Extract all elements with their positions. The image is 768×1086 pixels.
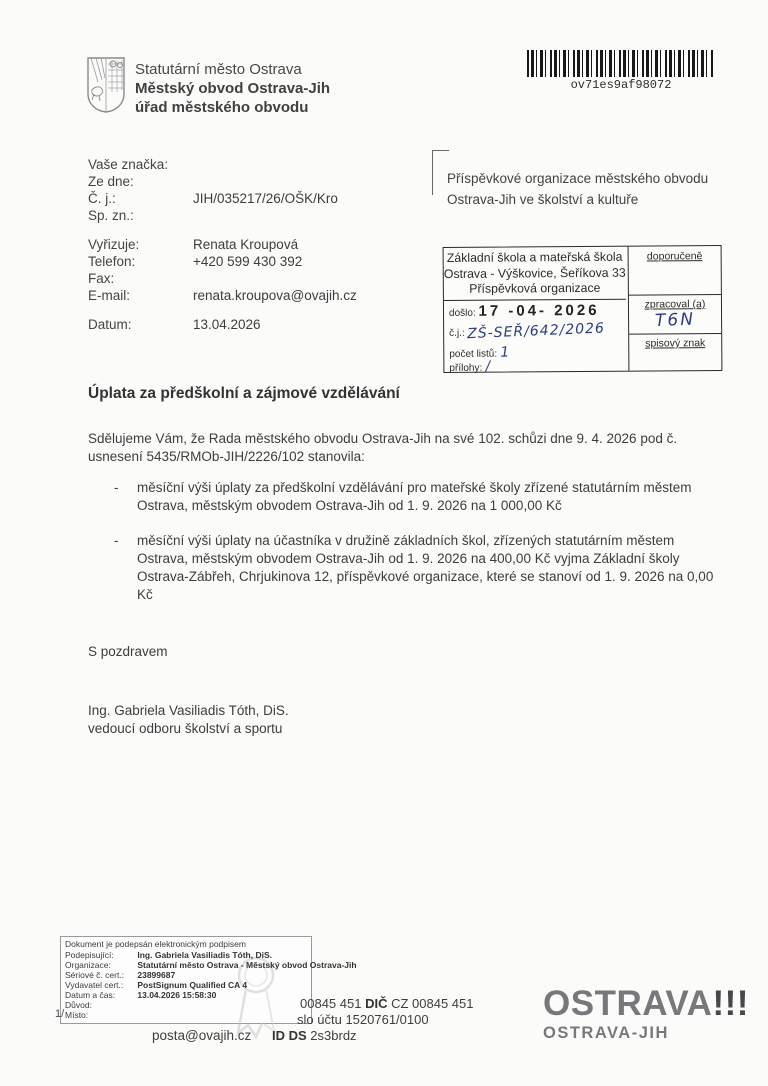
ref-row-telefon [88,254,428,271]
ref-value-cj: JIH/035217/26/OŠK/Kro [193,191,338,206]
stamp-right-column [628,246,722,371]
letterhead [135,60,330,117]
stamp-prilohy-row [449,359,490,375]
subject-title: Úplata za předškolní a zájmové vzdělávání [88,385,400,402]
stamp-prilohy-label: přílohy: [449,362,483,374]
letterhead-office: úřad městského obvodu [135,99,309,116]
signature-row [65,970,309,980]
ref-label: Telefon: [88,254,136,269]
stamp-prilohy-handwritten: / [484,358,492,375]
ref-row-cj [88,191,428,208]
ref-row-vyrizuje [88,237,428,254]
stamp-doslo-date: 17 -04- 2026 [478,301,600,320]
signature-row [65,960,357,970]
addressee-line1: Příspěvkové organizace městského obvodu [447,171,709,186]
closing-salutation: S pozdravem [88,644,168,659]
stamp-org-line2: Ostrava - Výškovice, Šeříkova 33 [443,265,626,281]
signature-row-value: PostSignum Qualified CA 4 [137,980,248,990]
barcode-code: ov71es9af98072 [570,78,672,92]
ref-row-fax [88,271,428,288]
signature-row [65,1010,309,1020]
signature-row-value: 13.04.2026 15:58:30 [137,990,217,1000]
ostrava-logo-wordmark [543,984,749,1023]
stamp-doslo-row [449,302,600,320]
stamp-doporucene-cell [629,250,721,263]
signature-row [65,980,309,990]
stamp-organization [444,247,626,301]
stamp-org-line1: Základní škola a mateřská škola [446,249,623,265]
bullet-marker: - [114,533,119,548]
signature-row-label: Sériové č. cert.: [65,970,125,980]
signature-row-label: Místo: [65,1010,89,1020]
addressee-block [447,168,708,210]
ref-label: Datum: [88,317,132,332]
stamp-spisovy-znak-cell [629,333,721,372]
footer-account-line [297,1012,429,1027]
stamp-org-line3: Příspěvková organizace [469,280,601,296]
ref-row-email [88,288,428,305]
stamp-spisovy-znak-label: spisový znak [645,337,706,350]
ostrava-jih-logo-sub: OSTRAVA-JIH [543,1024,669,1042]
footer-account-label: slo účtu [297,1012,342,1027]
ref-label: Fax: [88,271,115,286]
letterhead-district: Městský obvod Ostrava-Jih [135,80,331,97]
ostrava-logo-text: OSTRAVA [543,984,713,1023]
ref-label: Ze dne: [88,174,134,189]
stamp-zpracoval-label: zpracoval (a) [644,298,706,311]
ref-value-vyrizuje: Renata Kroupová [193,237,299,252]
page-number: 1/ [55,1008,65,1020]
bullet-item-1 [114,479,714,515]
ref-value-datum: 13.04.2026 [193,317,261,332]
barcode-image [527,50,715,77]
stamp-cj-handwritten: ZŠ-SEŘ/642/2026 [467,320,606,343]
footer-ids-value: 2s3brdz [310,1028,357,1043]
footer-email: posta@ovajih.cz [152,1028,252,1043]
footer-dic-label: DIČ [365,996,388,1011]
signature-box-title: Dokument je podepsán elektronickým podpisem [65,939,246,949]
ref-label: Vyřizuje: [88,237,140,252]
signature-row-value: Ing. Gabriela Vasiliadis Tóth, DiS. [137,950,272,960]
intro-paragraph: Sdělujeme Vám, že Rada městského obvodu Ostrava-Jih na své 102. schůzi dne 9. 4. 2026 pod č. usnesení 5435/RMOb-JIH/2226/102 stanovila: [88,431,678,464]
stamp-pocet-listu-label: počet listů: [449,348,498,360]
signature-row-value: 23899687 [137,970,176,980]
bullet-text: měsíční výši úplaty na účastníka v družině základních škol, zřízených statutárním městem Ostrava, městským obvodem Ostrava-Jih od 1. 9. 2026 na 400,00 Kč vyjma Základní školy Ostrava-Zábřeh, Chrjukinova 12, příspěvkové organizace, které se stanoví od 1. 9. 2026 na 0,00 Kč [137,533,714,602]
ref-label: Sp. zn.: [88,208,134,223]
ref-row-ze-dne [88,174,428,191]
ref-label: Vaše značka: [88,157,169,172]
ostrava-coat-of-arms [86,56,126,119]
stamp-zpracoval-cell [629,294,721,335]
stamp-zpracoval-handwritten: T6N [654,309,696,332]
signature-row-label: Datum a čas: [65,990,116,1000]
addressee-line2: Ostrava-Jih ve školství a kultuře [447,192,639,207]
signature-row [65,1000,309,1010]
ostrava-logo-exclamations: !!! [712,984,749,1023]
stamp-pocet-listu-handwritten: 1 [499,344,511,361]
footer-account-value: 1520761/0100 [345,1012,429,1027]
ref-value-telefon: +420 599 430 392 [193,254,303,269]
ref-label: Č. j.: [88,191,116,206]
barcode-block [527,50,715,92]
signature-row-label: Vydavatel cert.: [65,980,124,990]
bullet-item-2 [114,532,714,604]
stamp-cj-row [449,320,606,343]
bullet-text: měsíční výši úplaty za předškolní vzdělávání pro mateřské školy zřízené statutárním městem Ostrava, městským obvodem Ostrava-Jih od 1. 9. 2026 na 1 000,00 Kč [137,480,692,513]
signature-row-label: Organizace: [65,960,111,970]
signature-row [65,990,309,1000]
footer-ic-value: 00845 451 [300,996,362,1011]
stamp-cj-label: č.j.: [449,327,465,339]
footer-dic-value: CZ 00845 451 [391,996,474,1011]
signer-role: vedoucí odboru školství a sportu [88,721,283,736]
signer-name: Ing. Gabriela Vasiliadis Tóth, DiS. [88,703,289,718]
ref-row-vase-znacka [88,157,428,174]
ref-row-sp-zn [88,208,428,225]
received-stamp [443,245,723,373]
stamp-doslo-label: došlo: [448,307,476,319]
ref-label: E-mail: [88,288,131,303]
footer-ic-dic-line [300,996,474,1011]
signature-row-label: Podepisující: [65,950,114,960]
stamp-doporucene-label: doporučeně [646,250,703,263]
ref-row-datum [88,317,428,334]
signature-row-label: Důvod: [65,1000,92,1010]
ostrava-logo [543,984,749,1043]
letterhead-city: Statutární město Ostrava [135,61,302,78]
footer-ids-line [272,1028,357,1043]
footer-ids-label: ID DS [272,1028,307,1043]
signature-row-value: Statutární město Ostrava - Městský obvod Ostrava-Jih [137,960,357,970]
bullet-marker: - [114,480,119,495]
ref-value-email: renata.kroupova@ovajih.cz [193,288,357,303]
signature-row [65,950,309,960]
